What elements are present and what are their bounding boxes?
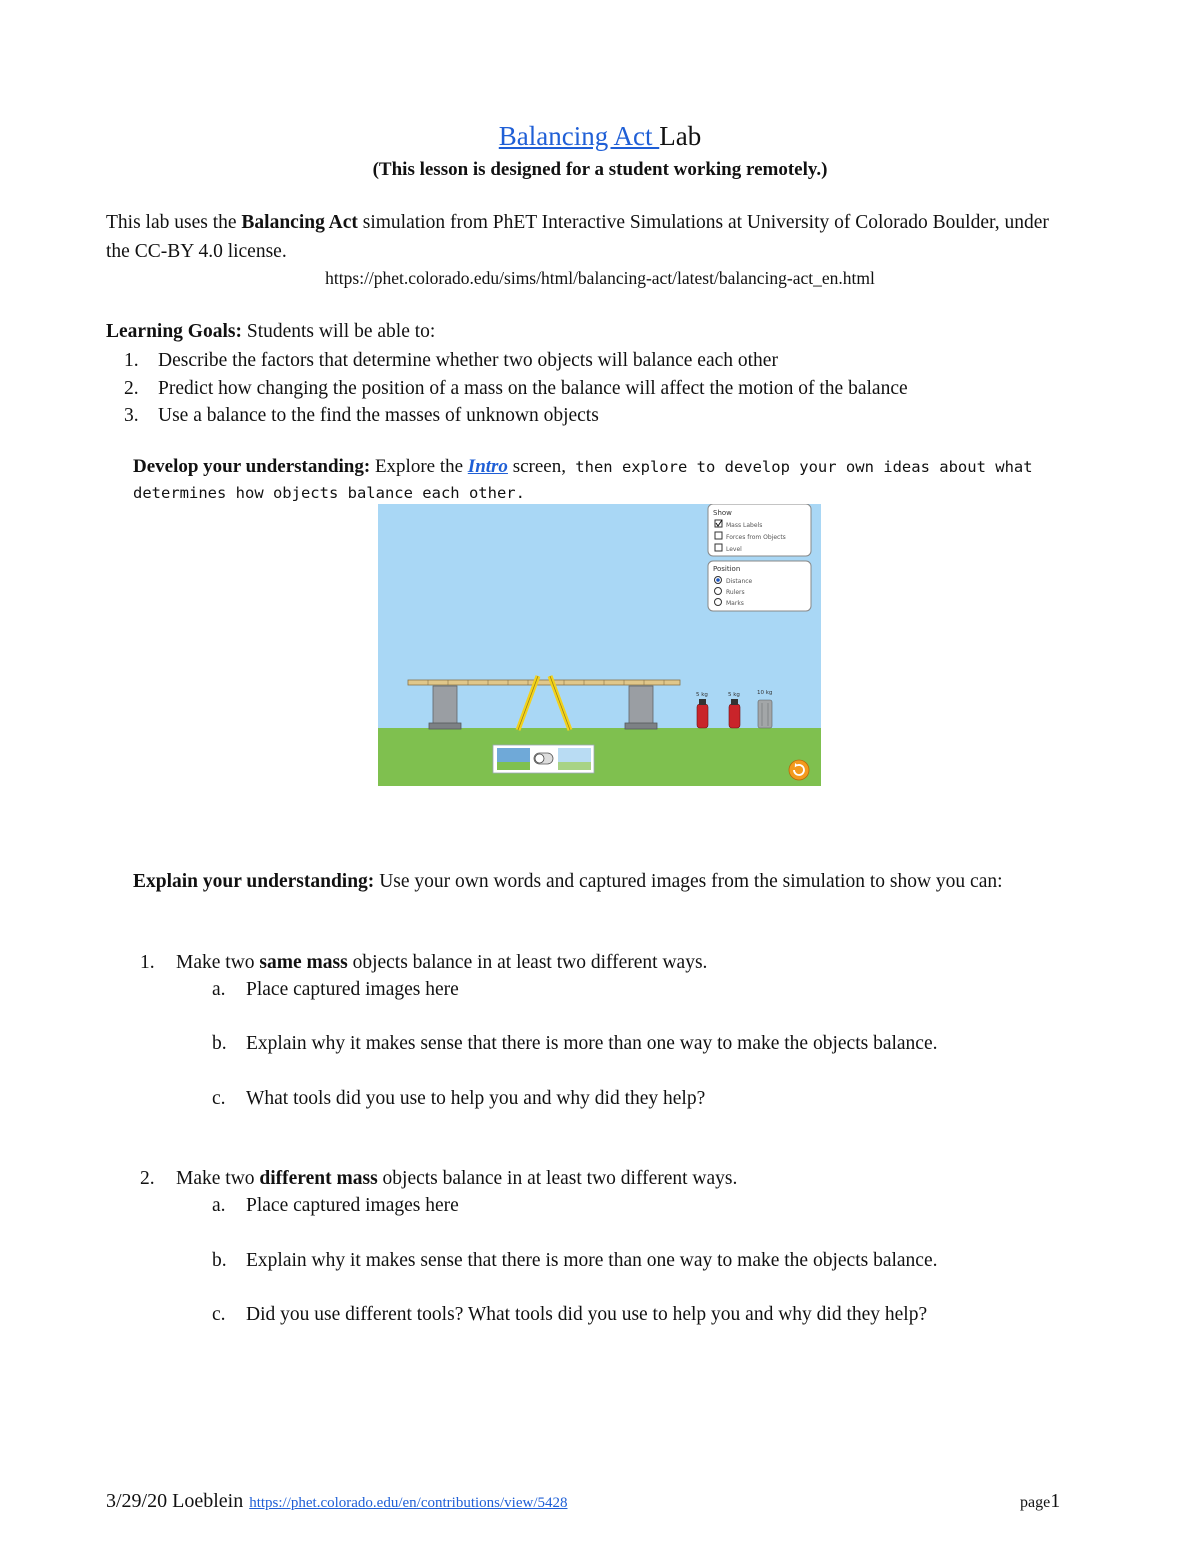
radio-rulers[interactable] bbox=[715, 588, 722, 595]
develop-post1: screen, bbox=[507, 456, 566, 477]
mass-label: 5 kg bbox=[696, 692, 708, 698]
list-item bbox=[106, 402, 908, 430]
list-item bbox=[0, 976, 1200, 1004]
show-option: Forces from Objects bbox=[726, 534, 786, 541]
sub-letter: a. bbox=[212, 979, 226, 1000]
sub-text: Place captured images here bbox=[246, 979, 459, 1000]
simulation-screenshot bbox=[378, 504, 821, 786]
develop-post2: then explore to develop your own ideas about what determines how objects balance each other. bbox=[133, 458, 1033, 502]
mass-label: 10 kg bbox=[757, 690, 773, 696]
footer-date-author: 3/29/20 Loeblein bbox=[106, 1490, 244, 1512]
goal-text: Predict how changing the position of a mass on the balance will affect the motion of the balance bbox=[158, 377, 908, 399]
position-option: Rulers bbox=[726, 589, 745, 596]
page-number bbox=[1020, 1487, 1060, 1517]
mass-label: 5 kg bbox=[728, 692, 740, 698]
fire-extinguisher-2[interactable] bbox=[728, 692, 740, 728]
subtitle: (This lesson is designed for a student working remotely.) bbox=[372, 159, 828, 180]
sub-letter: b. bbox=[212, 1250, 227, 1271]
position-title: Position bbox=[713, 565, 741, 573]
page-label: page bbox=[1020, 1494, 1051, 1511]
sub-letter: c. bbox=[212, 1088, 226, 1109]
question-1 bbox=[0, 949, 1200, 977]
page-title bbox=[0, 118, 1200, 154]
list-item bbox=[0, 1247, 1200, 1275]
radio-selected-dot bbox=[716, 578, 720, 582]
develop-paragraph bbox=[133, 454, 1083, 506]
list-number: 1. bbox=[124, 350, 139, 371]
footer bbox=[106, 1487, 567, 1517]
list-item bbox=[0, 1192, 1200, 1220]
sub-text: What tools did you use to help you and why did they help? bbox=[246, 1088, 706, 1109]
title-link[interactable]: Balancing Act bbox=[498, 121, 660, 151]
title-suffix: Lab bbox=[659, 121, 702, 151]
position-option: Marks bbox=[726, 600, 744, 607]
develop-pre: Explore the bbox=[370, 456, 468, 477]
sub-text: Explain why it makes sense that there is more than one way to make the objects balance. bbox=[246, 1250, 938, 1271]
plank[interactable] bbox=[408, 680, 680, 685]
sub-letter: a. bbox=[212, 1195, 226, 1216]
show-title: Show bbox=[713, 509, 732, 517]
sub-text: Did you use different tools? What tools did you use to help you and why did they help? bbox=[246, 1304, 928, 1325]
radio-marks[interactable] bbox=[715, 599, 722, 606]
goal-text: Use a balance to the find the masses of unknown objects bbox=[158, 405, 599, 426]
sub-letter: c. bbox=[212, 1304, 226, 1325]
list-item bbox=[106, 375, 908, 403]
intro-text-post: simulation from PhET Interactive Simulations at University of Colorado Boulder, under the CC-BY 4.0 license. bbox=[106, 212, 1049, 262]
learning-goals-label: Learning Goals: bbox=[106, 321, 242, 342]
fire-extinguisher-1[interactable] bbox=[696, 692, 708, 728]
checkbox-level[interactable] bbox=[715, 544, 722, 551]
intro-screen-link[interactable]: Intro bbox=[467, 456, 508, 477]
show-option: Level bbox=[726, 546, 742, 553]
toggle-knob bbox=[535, 754, 544, 763]
right-support-column[interactable] bbox=[625, 686, 657, 729]
question-text: Make two different mass objects balance in at least two different ways. bbox=[176, 1168, 738, 1189]
list-item bbox=[106, 347, 908, 375]
question-number: 2. bbox=[140, 1168, 155, 1189]
sub-letter: b. bbox=[212, 1033, 227, 1054]
page-num: 1 bbox=[1050, 1490, 1061, 1512]
supports-toggle[interactable] bbox=[493, 745, 594, 773]
question-number: 1. bbox=[140, 952, 155, 973]
contribution-link[interactable]: https://phet.colorado.edu/en/contributions/view/5428 bbox=[249, 1495, 568, 1511]
intro-text-pre: This lab uses the bbox=[106, 212, 242, 233]
question-2 bbox=[0, 1165, 1200, 1193]
explain-text: Use your own words and captured images from the simulation to show you can: bbox=[374, 871, 1003, 892]
trash-can[interactable] bbox=[757, 690, 772, 728]
show-panel[interactable] bbox=[708, 504, 811, 556]
explain-label: Explain your understanding: bbox=[133, 871, 375, 892]
question-text: Make two same mass objects balance in at least two different ways. bbox=[176, 952, 708, 973]
position-panel[interactable] bbox=[708, 561, 811, 611]
ground bbox=[378, 728, 821, 786]
list-item bbox=[0, 1301, 1200, 1329]
list-item bbox=[0, 1030, 1200, 1058]
list-item bbox=[0, 1085, 1200, 1113]
list-number: 2. bbox=[124, 377, 139, 399]
learning-goals-list bbox=[106, 347, 908, 430]
left-support-column[interactable] bbox=[429, 686, 461, 729]
learning-goals-heading bbox=[106, 318, 435, 346]
sub-text: Place captured images here bbox=[246, 1195, 459, 1216]
intro-sim-name: Balancing Act bbox=[241, 212, 358, 233]
learning-goals-lead: Students will be able to: bbox=[241, 321, 436, 342]
sim-url: https://phet.colorado.edu/sims/html/balancing-act/latest/balancing-act_en.html bbox=[325, 268, 875, 288]
position-option: Distance bbox=[726, 578, 753, 585]
develop-label: Develop your understanding: bbox=[133, 456, 371, 477]
show-option: Mass Labels bbox=[726, 522, 763, 529]
sub-text: Explain why it makes sense that there is more than one way to make the objects balance. bbox=[246, 1033, 938, 1054]
list-number: 3. bbox=[124, 405, 139, 426]
checkbox-forces[interactable] bbox=[715, 532, 722, 539]
goal-text: Describe the factors that determine whether two objects will balance each other bbox=[158, 350, 778, 371]
intro-paragraph bbox=[106, 208, 1066, 266]
explain-paragraph bbox=[133, 867, 1083, 896]
reset-button[interactable] bbox=[789, 760, 809, 780]
